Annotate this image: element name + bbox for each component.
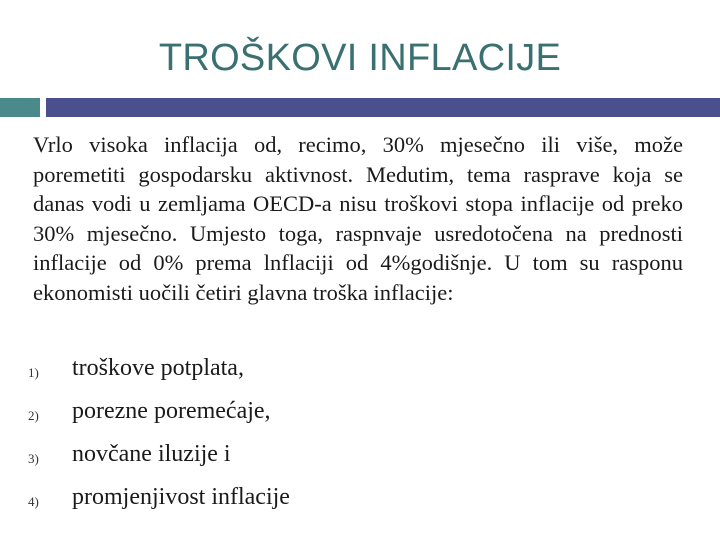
list-label: porezne poremećaje,: [72, 398, 271, 424]
list-item: [28, 437, 688, 480]
list-number: 4): [28, 494, 39, 509]
slide-title: TROŠKOVI INFLACIJE: [158, 37, 562, 79]
list-label: novčane iluzije i: [72, 441, 231, 467]
list-item: [28, 351, 688, 394]
list-label: troškove potplata,: [72, 355, 244, 381]
divider-accent-right: [46, 98, 720, 117]
list-number: 2): [28, 408, 39, 423]
list-number: 3): [28, 451, 39, 466]
divider-accent-left: [0, 98, 40, 117]
list-item: [28, 480, 688, 523]
list-label: promjenjivost inflacije: [72, 484, 290, 510]
body-paragraph: Vrlo visoka inflacija od, recimo, 30% mjesečno ili više, može poremetiti gospodarsku aktivnost. Medutim, tema rasprave koja se danas vodi u zemljama OECD-a nisu troškovi stopa inflacije od preko 30% mjesečno. Umjesto toga, raspnvaje usredotočena na prednosti inflacije od 0% prema lnflaciji od 4%godišnje. U tom su rasponu ekonomisti uočili četiri glavna troška inflacije:: [33, 132, 683, 305]
list-item: [28, 394, 688, 437]
list-number: 1): [28, 365, 39, 380]
cost-list: [28, 351, 688, 523]
